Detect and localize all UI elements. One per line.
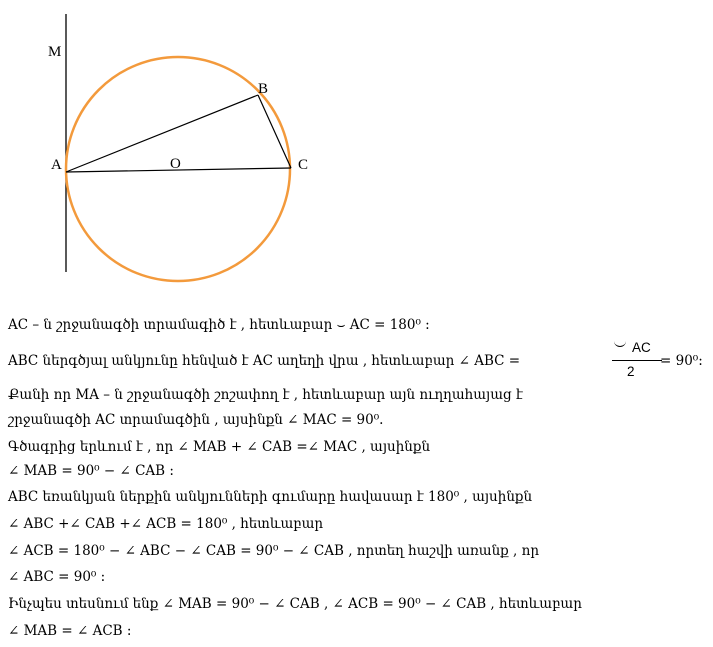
text-line-6: ∠ MAB = 90⁰ − ∠ CAB : <box>8 463 174 479</box>
text-line-3: Քանի որ MA – ն շրջանագծի շոշափող է , հետևաբար այն ուղղահայաց է <box>8 387 523 403</box>
text-line-11: Ինչպես տեսնում ենք ∠ MAB = 90⁰ − ∠ CAB , ∠ ACB = 90⁰ − ∠ CAB , հետևաբար <box>8 596 582 612</box>
chord-ab <box>66 95 258 172</box>
text-line-8: ∠ ABC +∠ CAB +∠ ACB = 180⁰ , հետևաբար <box>8 516 324 532</box>
text-line-7: ABC եռանկյան ներքին անկյունների գումարը հավասար է 180⁰ , այսինքն <box>8 489 533 505</box>
label-b: B <box>258 81 269 97</box>
fraction-ac-over-2 <box>612 340 666 380</box>
label-c: C <box>298 157 309 173</box>
arc-icon <box>614 340 626 347</box>
text-line-9: ∠ ACB = 180⁰ − ∠ ABC − ∠ CAB = 90⁰ − ∠ CAB , որտեղ հաշվի առանք , որ <box>8 543 540 559</box>
geometry-figure <box>0 0 330 290</box>
text-line-12: ∠ MAB = ∠ ACB : <box>8 623 132 639</box>
label-m: M <box>48 44 62 60</box>
text-line-5: Գծագրից երևում է , որ ∠ MAB + ∠ CAB =∠ MAC , այսինքն <box>8 439 431 455</box>
label-o: O <box>170 156 181 172</box>
text-line-1: AC – ն շրջանագծի տրամագիծ է , հետևաբար ⌣ AC = 180⁰ : <box>8 317 430 333</box>
text-line-2: ABC ներգծյալ անկյունը հենված է AC աղեղի վրա , հետևաբար ∠ ABC = <box>8 353 521 369</box>
fraction-numerator: AC <box>632 340 651 355</box>
fraction-denominator: 2 <box>627 364 635 379</box>
text-line-4: շրջանագծի AC տրամագծին , այսինքն ∠ MAC = 90⁰. <box>8 412 384 428</box>
fraction-bar <box>612 360 662 361</box>
text-line-10: ∠ ABC = 90⁰ : <box>8 569 106 585</box>
text-line-2-end: = 90⁰: <box>660 353 703 369</box>
label-a: A <box>51 157 62 173</box>
chord-bc <box>258 95 291 168</box>
